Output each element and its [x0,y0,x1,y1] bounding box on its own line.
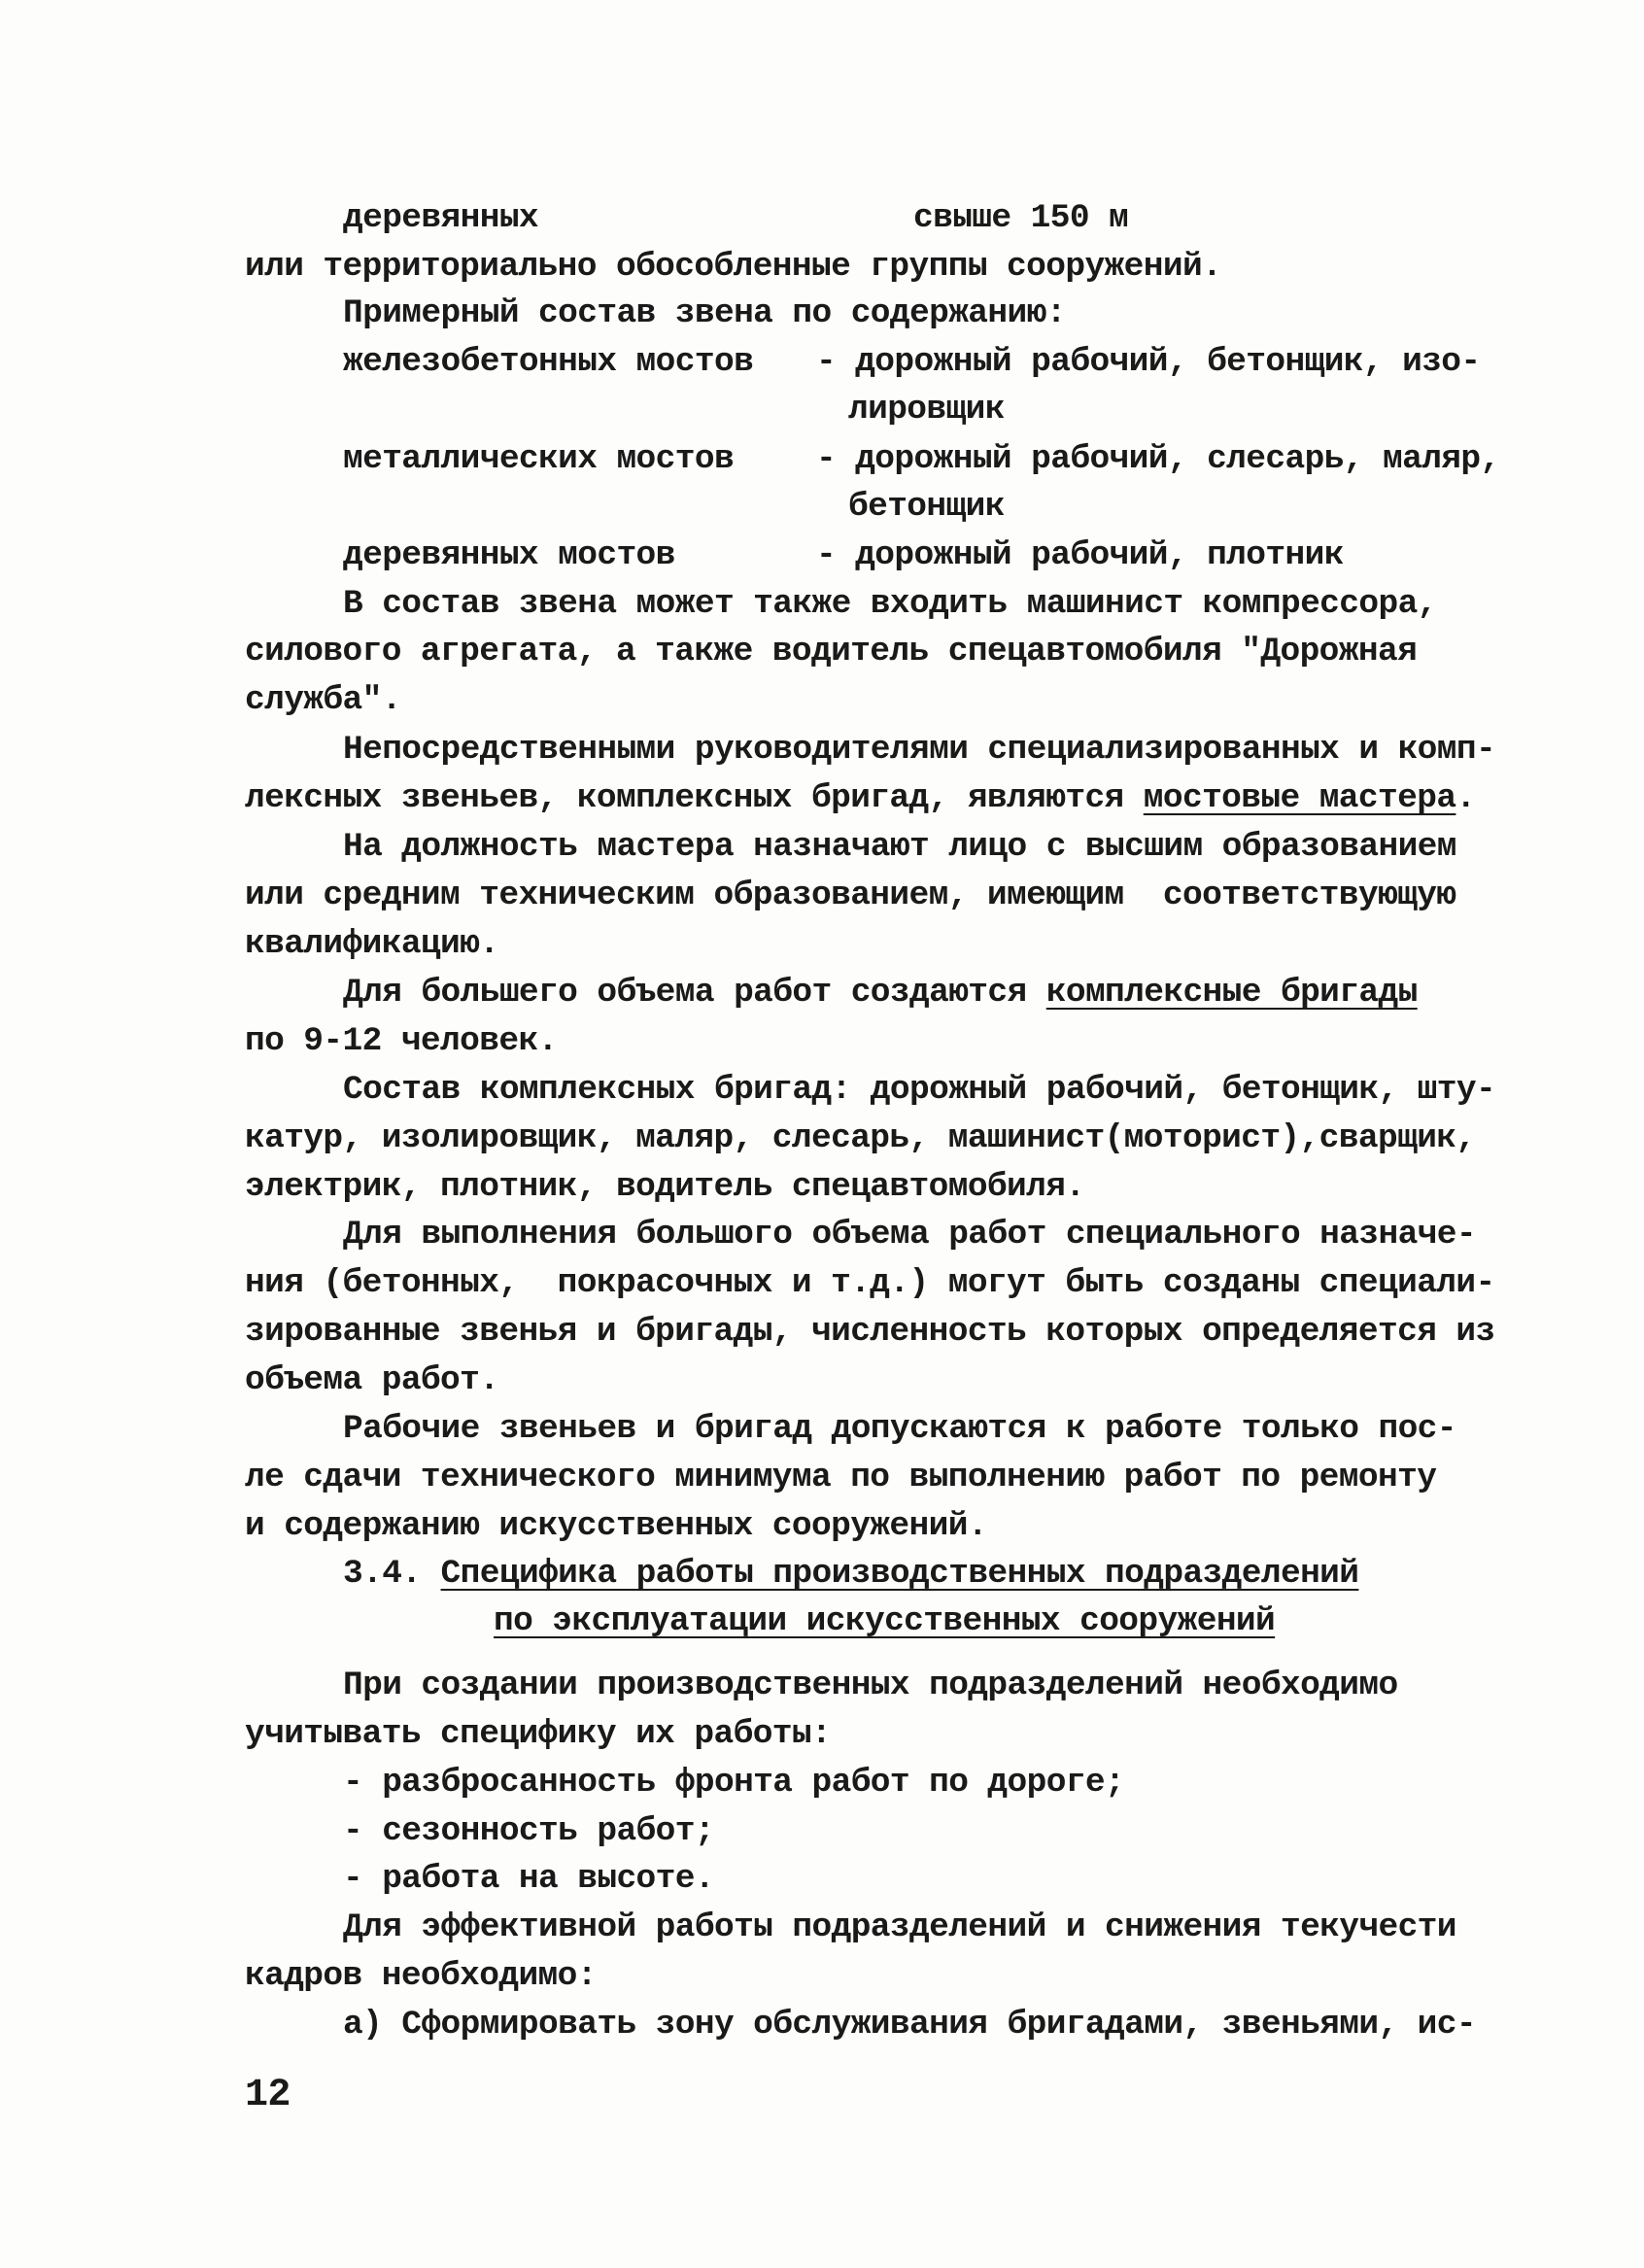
text-line: В состав звена может также входить машинист компрессора, [343,585,1437,623]
text-line: по 9-12 человек. [245,1022,558,1060]
text-line: учитывать специфику их работы: [245,1715,832,1753]
text-line: силового агрегата, а также водитель спецавтомобиля "Дорожная [245,633,1418,670]
list-item: - работа на высоте. [343,1860,714,1898]
text-line: свыше 150 м [913,199,1129,237]
text-line: зированные звенья и бригады, численность которых определяется из [245,1313,1495,1351]
text-line: служба". [245,681,401,719]
text-line: Для эффективной работы подразделений и снижения текучести [343,1908,1456,1946]
list-item: - разбросанность фронта работ по дороге; [343,1764,1125,1802]
text-line: деревянных мостов [343,536,675,574]
text-line: На должность мастера назначают лицо с высшим образованием [343,828,1456,866]
text-line: ле сдачи технического минимума по выполнению работ по ремонту [245,1459,1437,1496]
text-line: бетонщик [848,488,1005,526]
text-line: - дорожный рабочий, плотник [816,536,1344,574]
text-line: железобетонных мостов [343,343,754,381]
text-line: - дорожный рабочий, слесарь, маляр, [816,440,1500,478]
text-line: или территориально обособленные группы сооружений. [245,248,1222,286]
text-line: ния (бетонных, покрасочных и т.д.) могут быть созданы специали- [245,1264,1495,1302]
section-heading: по эксплуатации искусственных сооружений [494,1602,1276,1640]
text-line: кадров необходимо: [245,1957,597,1995]
text-line: - дорожный рабочий, бетонщик, изо- [816,343,1481,381]
text-line: объема работ. [245,1361,499,1399]
text-line: деревянных [343,199,539,237]
text-line: лексных звеньев, комплексных бригад, являются мостовые мастера. [245,779,1476,817]
text-line: квалификацию. [245,925,499,963]
text-line: катур, изолировщик, маляр, слесарь, машинист(моторист),сварщик, [245,1119,1476,1157]
text-line: лировщик [848,391,1005,429]
text-line: Непосредственными руководителями специализированных и комп- [343,731,1496,769]
text-line: или средним техническим образованием, имеющим соответствующую [245,876,1456,914]
text-line: металлических мостов [343,440,735,478]
underlined-term: комплексные бригады [1045,974,1418,1012]
page-number: 12 [245,2074,291,2117]
text-line: Для выполнения большого объема работ специального назначе- [343,1216,1476,1254]
section-heading: 3.4. Специфика работы производственных подразделений [343,1555,1359,1593]
text-line: а) Сформировать зону обслуживания бригадами, звеньями, ис- [343,2006,1476,2044]
text-line: Для большего объема работ создаются комплексные бригады [343,974,1418,1012]
text-line: и содержанию искусственных сооружений. [245,1507,987,1545]
text-line: Рабочие звеньев и бригад допускаются к работе только пос- [343,1410,1456,1448]
text-line: При создании производственных подразделений необходимо [343,1667,1398,1704]
underlined-term: мостовые мастера [1143,779,1456,817]
text-line: электрик, плотник, водитель спецавтомобиля. [245,1168,1085,1206]
text-line: Состав комплексных бригад: дорожный рабочий, бетонщик, шту- [343,1071,1496,1109]
list-item: - сезонность работ; [343,1812,714,1850]
text-line: Примерный состав звена по содержанию: [343,294,1066,332]
